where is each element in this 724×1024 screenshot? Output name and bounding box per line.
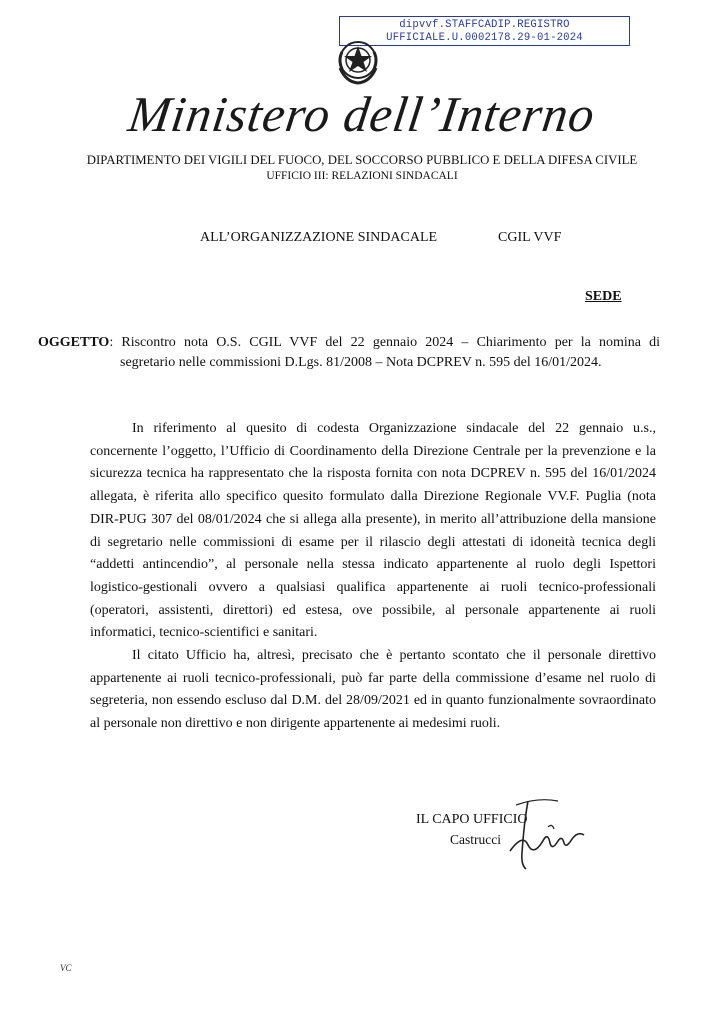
- addressee-location: SEDE: [585, 289, 622, 304]
- subject-label: OGGETTO: [38, 335, 110, 350]
- subject-line-1: [38, 333, 660, 353]
- protocol-stamp: [339, 16, 630, 46]
- subject-text-1: : Riscontro nota O.S. CGIL VVF del 22 gennaio 2024 – Chiarimento per la nomina di: [109, 335, 660, 350]
- body-paragraph-2: Il citato Ufficio ha, altresì, precisato che è pertanto scontato che il personale direttivo appartenente ai ruoli tecnico-professionali, può far parte della commissione d’esame nel ruolo di segreteria, non essendo escluso dal D.M. del 28/09/2021 ed in quanto funzionalmente sovraordinato al personale non direttivo e non dirigente appartenente ai medesimi ruoli.: [90, 648, 656, 732]
- subject-block: [38, 333, 660, 373]
- protocol-line-1: dipvvf.STAFFCADIP.REGISTRO: [399, 19, 570, 31]
- body-paragraph-1: In riferimento al quesito di codesta Organizzazione sindacale del 22 gennaio u.s., concernente l’oggetto, l’Ufficio di Coordinamento della Direzione Centrale per la prevenzione e la sicurezza tecnica ha rappresentato che la risposta fornita con nota DCPREV n. 595 del 16/01/2024 allegata, è riferita allo specifico quesito formulato dalla Direzione Regionale VV.F. Puglia (nota DIR-PUG 307 del 08/01/2024 che si allega alla presente), in merito all’attribuzione della mansione di segretario nelle commissioni di esame per il rilascio degli attestati di idoneità tecnica degli “addetti antincendio”, al personale nella stessa indicato appartenente al ruolo degli Ispettori logistico-gestionali ovvero a qualsiasi qualifica appartenente ai ruoli tecnico-professionali (operatori, assistenti, direttori) ed estesa, ove possibile, al personale appartenente ai ruoli informatici, tecnico-scientifici e sanitari.: [90, 421, 656, 641]
- signature-name: Castrucci: [450, 832, 501, 847]
- department-name: DIPARTIMENTO DEI VIGILI DEL FUOCO, DEL SOCCORSO PUBBLICO E DELLA DIFESA CIVILE: [86, 153, 638, 167]
- italian-republic-emblem-icon: [334, 36, 382, 86]
- ministry-title: Ministero dell’Interno: [125, 86, 599, 142]
- addressee-label: ALL’ORGANIZZAZIONE SINDACALE: [200, 230, 438, 245]
- protocol-line-2: UFFICIALE.U.0002178.29-01-2024: [386, 32, 583, 44]
- signature-title: IL CAPO UFFICIO: [416, 812, 528, 827]
- drafter-initials: VC: [60, 963, 72, 973]
- addressee-name: CGIL VVF: [498, 230, 562, 245]
- handwritten-signature: [488, 793, 598, 873]
- office-name: UFFICIO III: RELAZIONI SINDACALI: [266, 170, 458, 182]
- letter-body: [90, 418, 656, 736]
- subject-line-2: segretario nelle commissioni D.Lgs. 81/2008 – Nota DCPREV n. 595 del 16/01/2024.: [120, 355, 602, 370]
